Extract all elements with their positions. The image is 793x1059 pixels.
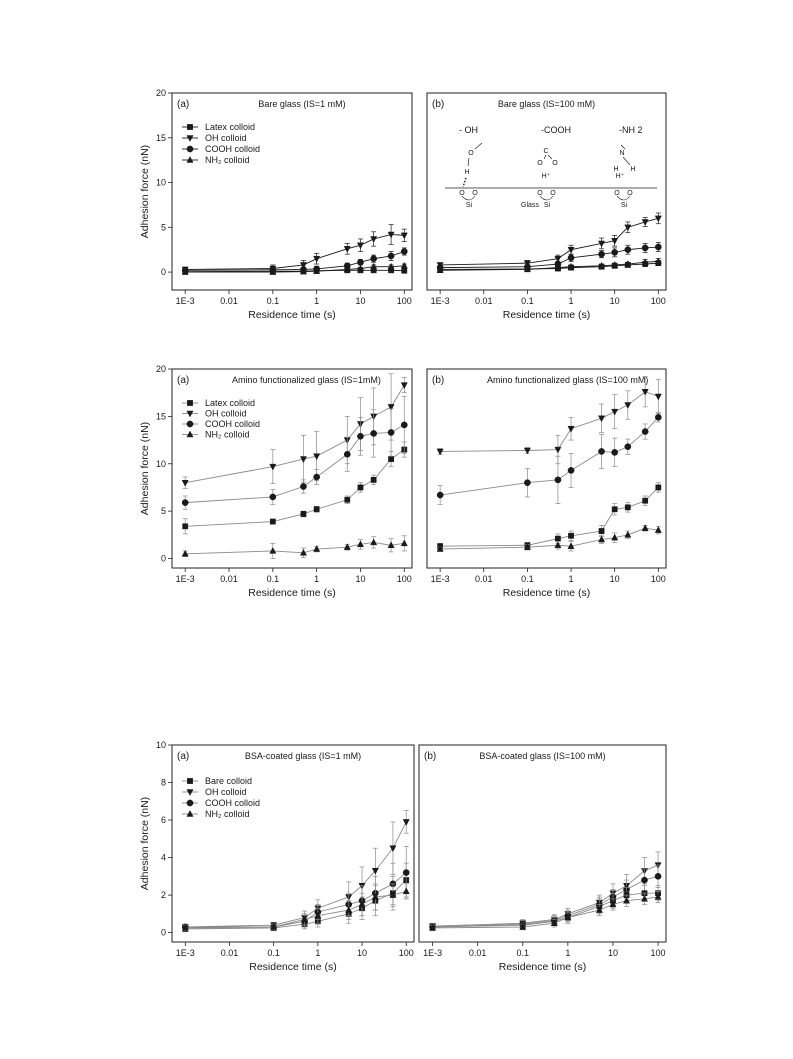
x-axis-label: Residence time (s) [498,961,587,973]
group-label: -NH 2 [619,125,643,135]
atom-label: Si [543,202,551,209]
y-tick-label: 4 [160,852,166,863]
x-tick-label: 0.01 [220,296,238,306]
legend-label: NH₂ colloid [205,429,250,440]
data-point [625,403,631,409]
y-tick-label: 0 [160,267,166,278]
bond [544,155,546,159]
data-point [371,477,376,482]
legend-marker [187,431,193,437]
data-point [357,259,363,265]
series-line [440,392,658,452]
x-tick-label: 0.01 [468,948,487,958]
data-point [388,429,394,435]
data-point [270,548,276,554]
panel-title: Amino functionalized glass (IS=100 mM) [487,375,649,385]
series-circle [437,413,661,505]
data-point [568,426,574,432]
atom-label: O [550,190,556,197]
chart-panel-2 [427,93,666,321]
data-point [598,251,604,257]
data-point [568,247,574,253]
data-point [656,485,661,490]
x-tick-label: 1 [565,948,571,958]
data-point [314,474,320,480]
x-tick-label: 1 [314,574,320,584]
atom-label: O [468,150,474,157]
data-point [643,498,648,503]
x-tick-label: 10 [357,948,368,958]
data-point [401,262,407,268]
chemistry-inset [445,125,657,209]
data-point [625,444,631,450]
panel-label: (b) [432,375,445,386]
atom-label: O [459,190,465,197]
data-point [301,511,306,516]
y-tick-label: 5 [160,506,166,517]
y-tick-label: 15 [155,132,166,143]
x-tick-label: 1E-3 [430,574,450,584]
data-point [358,485,363,490]
data-point [612,249,618,255]
plot-frame [419,745,666,942]
x-tick-label: 100 [398,948,414,958]
series-line [185,891,406,928]
x-tick-label: 0.01 [475,574,493,584]
atom-label: O [537,160,543,167]
data-point [625,247,631,253]
data-point [388,253,394,259]
data-point [371,430,377,436]
panel-title: BSA-coated glass (IS=1 mM) [244,751,362,761]
data-point [300,483,306,489]
y-axis-label: Adhesion force (nN) [139,144,151,239]
y-tick-label: 0 [160,927,166,938]
bond [468,158,469,166]
data-point [641,877,647,883]
x-tick-label: 0.1 [521,574,534,584]
atom-label: H⁺ [615,173,625,180]
legend-label: COOH colloid [205,144,261,154]
y-tick-label: 8 [160,777,166,788]
data-point [403,869,409,875]
series-tri-up [437,525,661,552]
legend-label: OH colloid [205,408,247,419]
data-point [625,505,630,510]
atom-label: Si [620,202,628,209]
x-tick-label: 10 [609,296,620,306]
x-tick-label: 100 [650,296,666,306]
data-point [183,524,188,529]
atom-label: Si [465,202,473,209]
data-point [568,533,573,538]
x-tick-label: 0.01 [475,296,493,306]
x-tick-label: 10 [609,574,620,584]
bond [623,157,630,165]
data-point [599,528,604,533]
series-line [440,417,658,495]
x-tick-label: 1E-3 [175,296,195,306]
data-point [437,492,443,498]
panel-label: (a) [177,751,190,762]
legend-marker [187,124,192,129]
series-tri-down [437,213,661,268]
atom-label: O [472,190,478,197]
legend-marker [187,421,193,427]
data-point [371,263,377,269]
data-point [401,233,407,239]
x-tick-label: 10 [355,296,366,306]
data-point [345,497,350,502]
x-tick-label: 10 [607,948,618,958]
data-point [182,480,188,486]
legend-label: Bare colloid [205,776,253,786]
bond [621,145,625,149]
legend-marker [187,800,193,806]
x-tick-label: 1 [568,574,574,584]
x-tick-label: 0.1 [521,296,534,306]
atom-label: H [630,166,636,173]
data-point [612,507,617,512]
data-point [371,236,377,242]
chart-panel-4 [427,369,666,599]
data-point [357,433,363,439]
panel-label: (a) [177,375,190,386]
data-point [642,245,648,251]
panel-title: BSA-coated glass (IS=100 mM) [479,751,606,761]
data-point [655,873,661,879]
y-axis-label: Adhesion force (nN) [139,421,151,516]
legend-label: OH colloid [205,133,247,143]
x-tick-label: 1E-3 [423,948,443,958]
atom-label: H [464,169,470,176]
x-tick-label: 100 [396,574,412,584]
series-tri-up [182,884,409,931]
legend-marker [187,790,193,796]
data-point [401,383,407,389]
data-point [403,819,409,825]
legend-label: Latex colloid [205,122,256,132]
data-point [655,244,661,250]
data-point [388,456,393,461]
data-point [655,414,661,420]
data-point [371,256,377,262]
panel-title: Bare glass (IS=100 mM) [497,99,596,109]
series-line [185,234,404,269]
chart-panel-3 [139,364,412,599]
atom-label: C [543,148,549,155]
legend [182,776,260,819]
panel-label: (b) [424,751,437,762]
data-point [314,256,320,262]
data-point [598,448,604,454]
legend [182,122,260,165]
data-point [555,542,561,548]
legend-marker [187,146,193,152]
x-tick-label: 0.1 [267,948,280,958]
atom-label: O [552,160,558,167]
x-tick-label: 1 [568,296,574,306]
data-point [555,477,561,483]
y-tick-label: 15 [155,411,166,422]
x-tick-label: 100 [650,574,666,584]
legend [182,398,260,440]
y-tick-label: 10 [155,177,166,188]
data-point [401,540,407,546]
group-label: -COOH [541,125,571,135]
series-square [183,442,407,534]
data-point [568,467,574,473]
series-square [438,483,661,549]
bond [548,155,552,159]
x-axis-label: Residence time (s) [248,587,336,599]
series-square [430,886,661,930]
data-point [371,539,377,545]
plot-frame [427,369,666,568]
y-tick-label: 20 [155,364,166,374]
x-tick-label: 10 [355,574,366,584]
data-point [568,255,574,261]
x-tick-label: 1E-3 [175,574,195,584]
panel-title: Bare glass (IS=1 mM) [258,99,346,109]
chart-panel-5 [139,740,414,973]
data-point [555,536,560,541]
panel-label: (a) [177,99,190,110]
series-line [185,822,406,927]
data-point [612,409,618,415]
surface-label: Glass [521,202,539,209]
data-point [402,268,407,273]
atom-label: O [537,190,543,197]
chart-panel-6 [419,745,666,973]
x-axis-label: Residence time (s) [248,309,336,321]
y-tick-label: 0 [160,553,166,564]
x-tick-label: 0.1 [266,574,280,584]
x-tick-label: 100 [650,948,666,958]
x-tick-label: 1E-3 [430,296,450,306]
x-tick-label: 100 [396,296,412,306]
x-tick-label: 1 [314,296,320,306]
panel-title: Amino functionalized glass (IS=1mM) [232,375,381,385]
legend-label: COOH colloid [205,798,261,808]
data-point [403,888,409,894]
data-point [612,449,618,455]
legend-label: NH₂ colloid [205,809,250,819]
y-tick-label: 5 [160,222,166,233]
x-tick-label: 0.01 [220,948,239,958]
x-axis-label: Residence time (s) [502,309,591,321]
legend-label: OH colloid [205,787,247,797]
hydrogen-bond [463,178,466,187]
y-axis-label: Adhesion force (nN) [139,796,151,891]
y-tick-label: 20 [155,88,166,98]
x-tick-label: 0.1 [266,296,280,306]
data-point [270,519,275,524]
x-axis-label: Residence time (s) [502,587,591,599]
legend-marker [187,400,192,405]
x-tick-label: 1 [315,948,321,958]
legend-label: NH₂ colloid [205,155,250,165]
bond [475,143,482,149]
series-tri-up [182,536,407,559]
data-point [401,248,407,254]
legend-label: COOH colloid [205,419,261,429]
legend-marker [187,157,193,163]
legend-label: Latex colloid [205,398,256,408]
data-point [344,451,350,457]
atom-label: H⁺ [541,173,551,180]
atom-label: O [627,190,633,197]
y-tick-label: 2 [160,890,166,901]
data-point [401,422,407,428]
chart-panel-1 [139,88,412,321]
legend-marker [187,411,193,417]
x-tick-label: 0.1 [516,948,530,958]
data-point [314,507,319,512]
plot-frame [172,745,414,942]
y-tick-label: 10 [155,458,166,469]
x-tick-label: 0.01 [220,574,238,584]
panel-label: (b) [432,99,445,110]
atom-label: O [614,190,620,197]
data-point [524,480,530,486]
atom-label: H [613,166,619,173]
group-label: - OH [459,125,478,135]
data-point [642,428,648,434]
legend-marker [187,136,193,142]
y-tick-label: 6 [160,815,166,826]
x-tick-label: 1E-3 [175,948,195,958]
data-point [655,394,661,400]
x-axis-label: Residence time (s) [249,961,337,973]
atom-label: N [619,150,625,157]
legend-marker [187,778,192,783]
data-point [270,494,276,500]
legend-marker [187,811,193,817]
data-point [182,500,188,506]
y-tick-label: 10 [155,740,166,750]
